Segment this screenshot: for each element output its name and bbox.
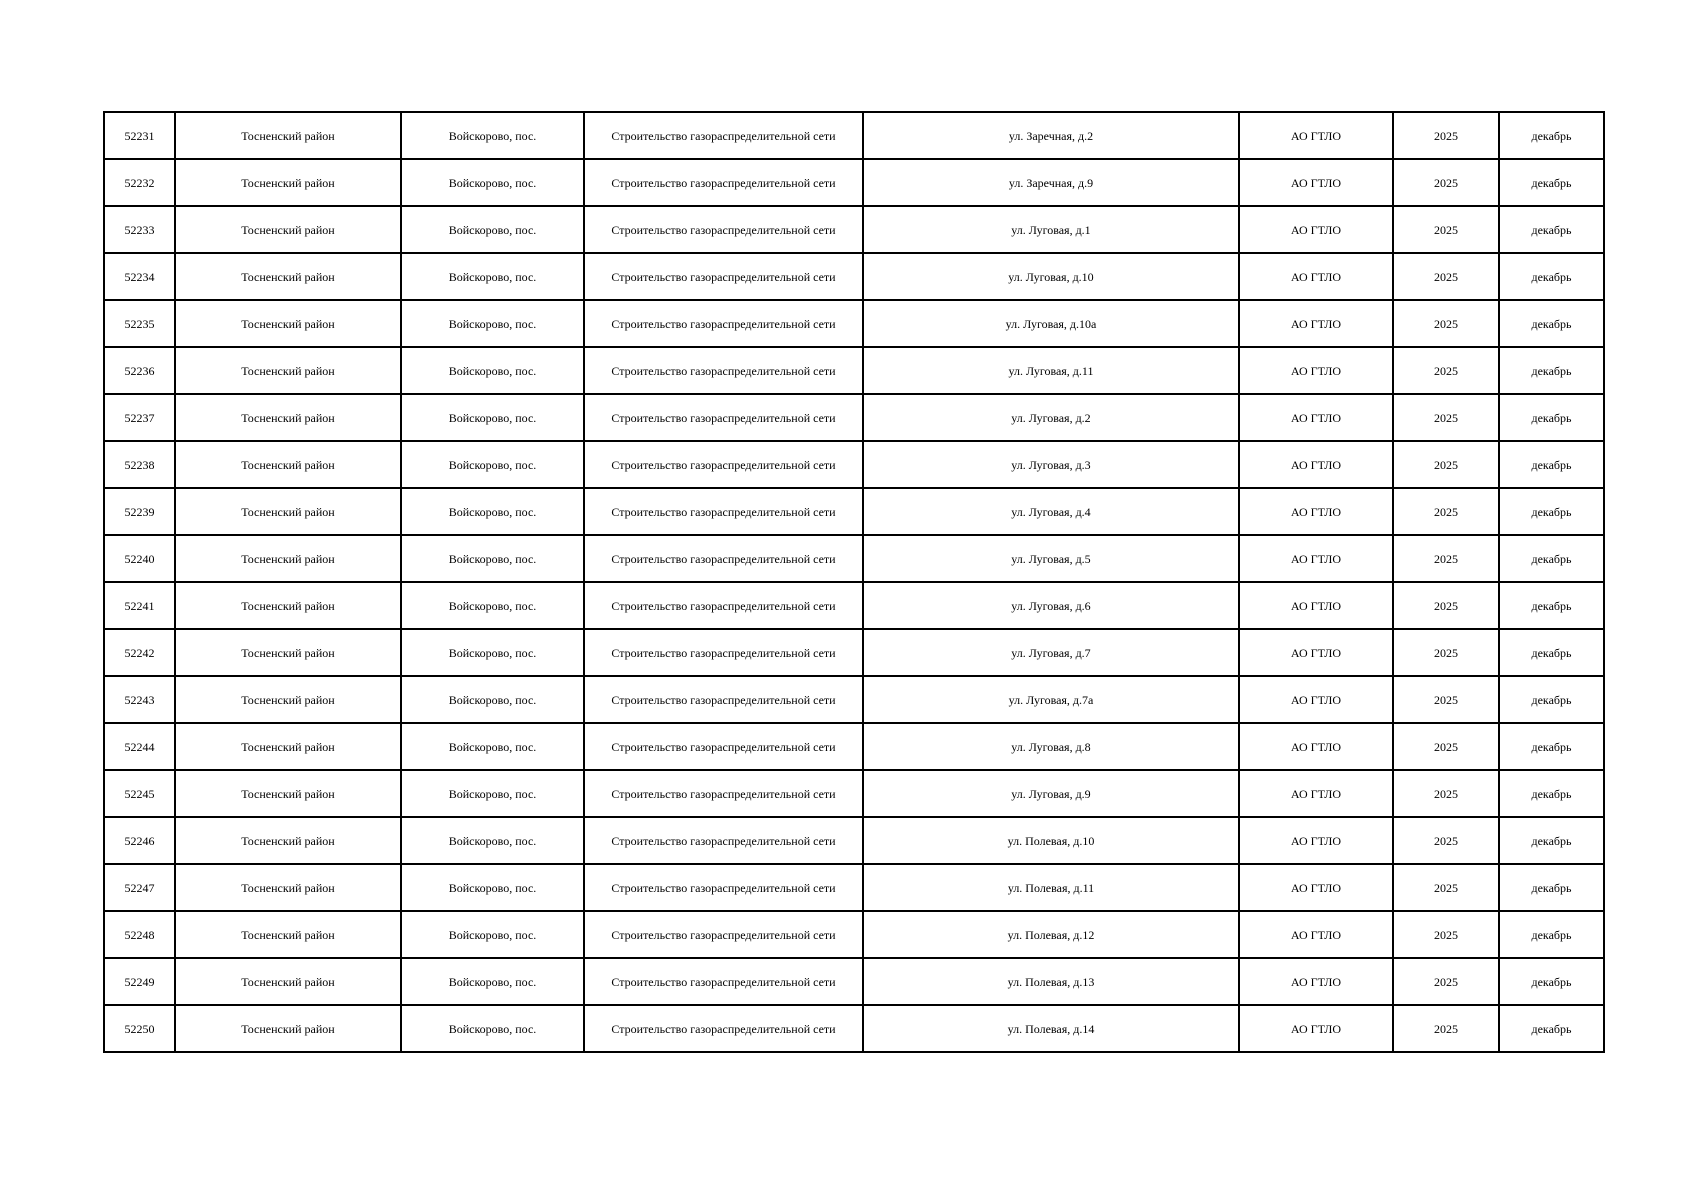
district-cell: Тосненский район xyxy=(175,488,401,535)
settlement-cell: Войскорово, пос. xyxy=(401,817,584,864)
year-cell: 2025 xyxy=(1393,1005,1499,1052)
district-cell: Тосненский район xyxy=(175,253,401,300)
row-id-cell: 52234 xyxy=(104,253,175,300)
address-cell: ул. Полевая, д.10 xyxy=(863,817,1239,864)
work-type-cell: Строительство газораспределительной сети xyxy=(584,629,863,676)
month-cell: декабрь xyxy=(1499,441,1604,488)
year-cell: 2025 xyxy=(1393,676,1499,723)
row-id-cell: 52248 xyxy=(104,911,175,958)
address-cell: ул. Заречная, д.2 xyxy=(863,112,1239,159)
year-cell: 2025 xyxy=(1393,253,1499,300)
work-type-cell: Строительство газораспределительной сети xyxy=(584,394,863,441)
month-cell: декабрь xyxy=(1499,911,1604,958)
table-row xyxy=(104,394,1604,441)
district-cell: Тосненский район xyxy=(175,817,401,864)
district-cell: Тосненский район xyxy=(175,112,401,159)
row-id-cell: 52250 xyxy=(104,1005,175,1052)
month-cell: декабрь xyxy=(1499,629,1604,676)
row-id-cell: 52232 xyxy=(104,159,175,206)
row-id-cell: 52249 xyxy=(104,958,175,1005)
year-cell: 2025 xyxy=(1393,723,1499,770)
settlement-cell: Войскорово, пос. xyxy=(401,958,584,1005)
row-id-cell: 52245 xyxy=(104,770,175,817)
settlement-cell: Войскорово, пос. xyxy=(401,770,584,817)
organization-cell: АО ГТЛО xyxy=(1239,159,1393,206)
row-id-cell: 52244 xyxy=(104,723,175,770)
table-row xyxy=(104,112,1604,159)
table-row xyxy=(104,629,1604,676)
organization-cell: АО ГТЛО xyxy=(1239,723,1393,770)
organization-cell: АО ГТЛО xyxy=(1239,770,1393,817)
address-cell: ул. Полевая, д.12 xyxy=(863,911,1239,958)
address-cell: ул. Луговая, д.7 xyxy=(863,629,1239,676)
year-cell: 2025 xyxy=(1393,394,1499,441)
settlement-cell: Войскорово, пос. xyxy=(401,112,584,159)
work-type-cell: Строительство газораспределительной сети xyxy=(584,1005,863,1052)
district-cell: Тосненский район xyxy=(175,676,401,723)
settlement-cell: Войскорово, пос. xyxy=(401,300,584,347)
year-cell: 2025 xyxy=(1393,629,1499,676)
year-cell: 2025 xyxy=(1393,300,1499,347)
table-row xyxy=(104,253,1604,300)
year-cell: 2025 xyxy=(1393,347,1499,394)
year-cell: 2025 xyxy=(1393,441,1499,488)
table-row xyxy=(104,770,1604,817)
year-cell: 2025 xyxy=(1393,488,1499,535)
organization-cell: АО ГТЛО xyxy=(1239,441,1393,488)
work-type-cell: Строительство газораспределительной сети xyxy=(584,582,863,629)
organization-cell: АО ГТЛО xyxy=(1239,394,1393,441)
settlement-cell: Войскорово, пос. xyxy=(401,676,584,723)
table-row xyxy=(104,676,1604,723)
district-cell: Тосненский район xyxy=(175,864,401,911)
address-cell: ул. Луговая, д.10 xyxy=(863,253,1239,300)
work-type-cell: Строительство газораспределительной сети xyxy=(584,159,863,206)
table-row xyxy=(104,1005,1604,1052)
row-id-cell: 52239 xyxy=(104,488,175,535)
year-cell: 2025 xyxy=(1393,864,1499,911)
settlement-cell: Войскорово, пос. xyxy=(401,488,584,535)
month-cell: декабрь xyxy=(1499,582,1604,629)
district-cell: Тосненский район xyxy=(175,958,401,1005)
year-cell: 2025 xyxy=(1393,770,1499,817)
address-cell: ул. Луговая, д.8 xyxy=(863,723,1239,770)
district-cell: Тосненский район xyxy=(175,770,401,817)
organization-cell: АО ГТЛО xyxy=(1239,629,1393,676)
year-cell: 2025 xyxy=(1393,206,1499,253)
district-cell: Тосненский район xyxy=(175,159,401,206)
address-cell: ул. Луговая, д.9 xyxy=(863,770,1239,817)
work-type-cell: Строительство газораспределительной сети xyxy=(584,300,863,347)
month-cell: декабрь xyxy=(1499,347,1604,394)
organization-cell: АО ГТЛО xyxy=(1239,112,1393,159)
table-row xyxy=(104,911,1604,958)
year-cell: 2025 xyxy=(1393,159,1499,206)
table-row xyxy=(104,206,1604,253)
district-cell: Тосненский район xyxy=(175,347,401,394)
district-cell: Тосненский район xyxy=(175,1005,401,1052)
month-cell: декабрь xyxy=(1499,535,1604,582)
month-cell: декабрь xyxy=(1499,112,1604,159)
table-row xyxy=(104,535,1604,582)
year-cell: 2025 xyxy=(1393,817,1499,864)
work-type-cell: Строительство газораспределительной сети xyxy=(584,817,863,864)
work-type-cell: Строительство газораспределительной сети xyxy=(584,723,863,770)
district-cell: Тосненский район xyxy=(175,629,401,676)
district-cell: Тосненский район xyxy=(175,911,401,958)
address-cell: ул. Луговая, д.4 xyxy=(863,488,1239,535)
year-cell: 2025 xyxy=(1393,112,1499,159)
table-row xyxy=(104,441,1604,488)
month-cell: декабрь xyxy=(1499,770,1604,817)
organization-cell: АО ГТЛО xyxy=(1239,535,1393,582)
district-cell: Тосненский район xyxy=(175,206,401,253)
address-cell: ул. Луговая, д.11 xyxy=(863,347,1239,394)
month-cell: декабрь xyxy=(1499,300,1604,347)
table-row xyxy=(104,958,1604,1005)
district-cell: Тосненский район xyxy=(175,394,401,441)
organization-cell: АО ГТЛО xyxy=(1239,911,1393,958)
table-row xyxy=(104,159,1604,206)
work-type-cell: Строительство газораспределительной сети xyxy=(584,911,863,958)
work-type-cell: Строительство газораспределительной сети xyxy=(584,347,863,394)
address-cell: ул. Луговая, д.2 xyxy=(863,394,1239,441)
work-type-cell: Строительство газораспределительной сети xyxy=(584,112,863,159)
settlement-cell: Войскорово, пос. xyxy=(401,441,584,488)
month-cell: декабрь xyxy=(1499,676,1604,723)
settlement-cell: Войскорово, пос. xyxy=(401,347,584,394)
row-id-cell: 52243 xyxy=(104,676,175,723)
address-cell: ул. Луговая, д.1 xyxy=(863,206,1239,253)
settlement-cell: Войскорово, пос. xyxy=(401,911,584,958)
month-cell: декабрь xyxy=(1499,394,1604,441)
work-type-cell: Строительство газораспределительной сети xyxy=(584,535,863,582)
month-cell: декабрь xyxy=(1499,817,1604,864)
row-id-cell: 52246 xyxy=(104,817,175,864)
year-cell: 2025 xyxy=(1393,535,1499,582)
organization-cell: АО ГТЛО xyxy=(1239,676,1393,723)
work-type-cell: Строительство газораспределительной сети xyxy=(584,770,863,817)
row-id-cell: 52236 xyxy=(104,347,175,394)
table-row xyxy=(104,723,1604,770)
year-cell: 2025 xyxy=(1393,911,1499,958)
table-row xyxy=(104,488,1604,535)
settlement-cell: Войскорово, пос. xyxy=(401,206,584,253)
district-cell: Тосненский район xyxy=(175,723,401,770)
row-id-cell: 52242 xyxy=(104,629,175,676)
month-cell: декабрь xyxy=(1499,723,1604,770)
month-cell: декабрь xyxy=(1499,1005,1604,1052)
settlement-cell: Войскорово, пос. xyxy=(401,253,584,300)
row-id-cell: 52240 xyxy=(104,535,175,582)
table-body xyxy=(104,112,1604,1052)
settlement-cell: Войскорово, пос. xyxy=(401,723,584,770)
address-cell: ул. Полевая, д.11 xyxy=(863,864,1239,911)
address-cell: ул. Луговая, д.7а xyxy=(863,676,1239,723)
work-type-cell: Строительство газораспределительной сети xyxy=(584,488,863,535)
settlement-cell: Войскорово, пос. xyxy=(401,535,584,582)
organization-cell: АО ГТЛО xyxy=(1239,253,1393,300)
organization-cell: АО ГТЛО xyxy=(1239,958,1393,1005)
organization-cell: АО ГТЛО xyxy=(1239,864,1393,911)
settlement-cell: Войскорово, пос. xyxy=(401,629,584,676)
month-cell: декабрь xyxy=(1499,253,1604,300)
month-cell: декабрь xyxy=(1499,206,1604,253)
organization-cell: АО ГТЛО xyxy=(1239,582,1393,629)
district-cell: Тосненский район xyxy=(175,582,401,629)
district-cell: Тосненский район xyxy=(175,441,401,488)
table-row xyxy=(104,300,1604,347)
district-cell: Тосненский район xyxy=(175,300,401,347)
row-id-cell: 52241 xyxy=(104,582,175,629)
month-cell: декабрь xyxy=(1499,488,1604,535)
settlement-cell: Войскорово, пос. xyxy=(401,394,584,441)
address-cell: ул. Полевая, д.13 xyxy=(863,958,1239,1005)
organization-cell: АО ГТЛО xyxy=(1239,488,1393,535)
organization-cell: АО ГТЛО xyxy=(1239,1005,1393,1052)
work-type-cell: Строительство газораспределительной сети xyxy=(584,864,863,911)
district-cell: Тосненский район xyxy=(175,535,401,582)
work-type-cell: Строительство газораспределительной сети xyxy=(584,253,863,300)
row-id-cell: 52247 xyxy=(104,864,175,911)
address-cell: ул. Заречная, д.9 xyxy=(863,159,1239,206)
settlement-cell: Войскорово, пос. xyxy=(401,864,584,911)
table-row xyxy=(104,817,1604,864)
settlement-cell: Войскорово, пос. xyxy=(401,1005,584,1052)
row-id-cell: 52237 xyxy=(104,394,175,441)
work-type-cell: Строительство газораспределительной сети xyxy=(584,958,863,1005)
row-id-cell: 52233 xyxy=(104,206,175,253)
address-cell: ул. Луговая, д.5 xyxy=(863,535,1239,582)
month-cell: декабрь xyxy=(1499,864,1604,911)
work-type-cell: Строительство газораспределительной сети xyxy=(584,676,863,723)
month-cell: декабрь xyxy=(1499,958,1604,1005)
work-type-cell: Строительство газораспределительной сети xyxy=(584,441,863,488)
month-cell: декабрь xyxy=(1499,159,1604,206)
settlement-cell: Войскорово, пос. xyxy=(401,582,584,629)
row-id-cell: 52231 xyxy=(104,112,175,159)
row-id-cell: 52235 xyxy=(104,300,175,347)
gas-network-table xyxy=(103,111,1605,1053)
work-type-cell: Строительство газораспределительной сети xyxy=(584,206,863,253)
row-id-cell: 52238 xyxy=(104,441,175,488)
organization-cell: АО ГТЛО xyxy=(1239,300,1393,347)
address-cell: ул. Луговая, д.6 xyxy=(863,582,1239,629)
table-row xyxy=(104,582,1604,629)
settlement-cell: Войскорово, пос. xyxy=(401,159,584,206)
address-cell: ул. Луговая, д.3 xyxy=(863,441,1239,488)
address-cell: ул. Луговая, д.10а xyxy=(863,300,1239,347)
year-cell: 2025 xyxy=(1393,582,1499,629)
address-cell: ул. Полевая, д.14 xyxy=(863,1005,1239,1052)
year-cell: 2025 xyxy=(1393,958,1499,1005)
organization-cell: АО ГТЛО xyxy=(1239,817,1393,864)
organization-cell: АО ГТЛО xyxy=(1239,347,1393,394)
organization-cell: АО ГТЛО xyxy=(1239,206,1393,253)
table-row xyxy=(104,347,1604,394)
table-row xyxy=(104,864,1604,911)
